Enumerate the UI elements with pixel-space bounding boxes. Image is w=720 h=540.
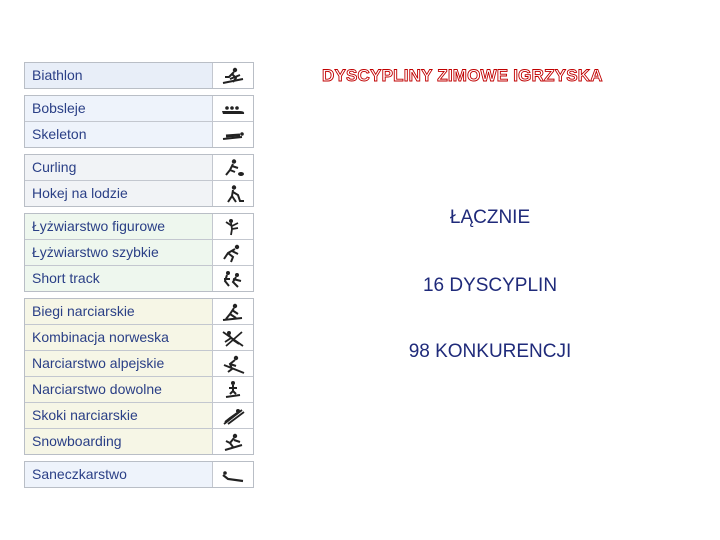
discipline-name: Curling xyxy=(25,155,212,180)
discipline-name: Short track xyxy=(25,266,212,291)
discipline-name: Narciarstwo dowolne xyxy=(25,377,212,402)
ice-hockey-icon xyxy=(212,181,253,206)
discipline-name: Skoki narciarskie xyxy=(25,403,212,428)
discipline-row xyxy=(25,122,253,147)
alpine-skiing-icon xyxy=(212,351,253,376)
snowboarding-icon xyxy=(212,429,253,454)
curling-icon xyxy=(212,155,253,180)
page-title: DYSCYPLINY ZIMOWE IGRZYSKA xyxy=(322,66,603,85)
discipline-row xyxy=(25,429,253,454)
discipline-row xyxy=(25,63,253,88)
discipline-row xyxy=(25,462,253,487)
figure-skating-icon xyxy=(212,214,253,239)
events-count: 98 KONKURENCJI xyxy=(408,341,572,362)
biathlon-icon xyxy=(212,63,253,88)
discipline-row xyxy=(25,299,253,325)
discipline-row xyxy=(25,325,253,351)
disciplines-table xyxy=(24,62,254,488)
discipline-row xyxy=(25,240,253,266)
discipline-row xyxy=(25,377,253,403)
discipline-name: Łyżwiarstwo szybkie xyxy=(25,240,212,265)
bobsleigh-icon xyxy=(212,96,253,121)
discipline-row xyxy=(25,155,253,181)
nordic-combined-icon xyxy=(212,325,253,350)
discipline-group xyxy=(24,154,254,207)
discipline-name: Bobsleje xyxy=(25,96,212,121)
discipline-name: Łyżwiarstwo figurowe xyxy=(25,214,212,239)
ski-jumping-icon xyxy=(212,403,253,428)
discipline-group xyxy=(24,298,254,455)
discipline-name: Skeleton xyxy=(25,122,212,147)
disciplines-count: 16 DYSCYPLIN xyxy=(422,275,558,296)
discipline-row xyxy=(25,181,253,206)
discipline-name: Narciarstwo alpejskie xyxy=(25,351,212,376)
discipline-group xyxy=(24,62,254,89)
discipline-row xyxy=(25,351,253,377)
discipline-row xyxy=(25,403,253,429)
luge-icon xyxy=(212,462,253,487)
discipline-row xyxy=(25,214,253,240)
discipline-row xyxy=(25,266,253,291)
speed-skating-icon xyxy=(212,240,253,265)
total-label: ŁĄCZNIE xyxy=(449,207,531,228)
discipline-group xyxy=(24,95,254,148)
skeleton-icon xyxy=(212,122,253,147)
freestyle-skiing-icon xyxy=(212,377,253,402)
discipline-group xyxy=(24,213,254,292)
discipline-group xyxy=(24,461,254,488)
discipline-name: Biegi narciarskie xyxy=(25,299,212,324)
short-track-icon xyxy=(212,266,253,291)
discipline-name: Hokej na lodzie xyxy=(25,181,212,206)
discipline-name: Saneczkarstwo xyxy=(25,462,212,487)
discipline-name: Snowboarding xyxy=(25,429,212,454)
discipline-name: Biathlon xyxy=(25,63,212,88)
discipline-name: Kombinacja norweska xyxy=(25,325,212,350)
cross-country-skiing-icon xyxy=(212,299,253,324)
discipline-row xyxy=(25,96,253,122)
